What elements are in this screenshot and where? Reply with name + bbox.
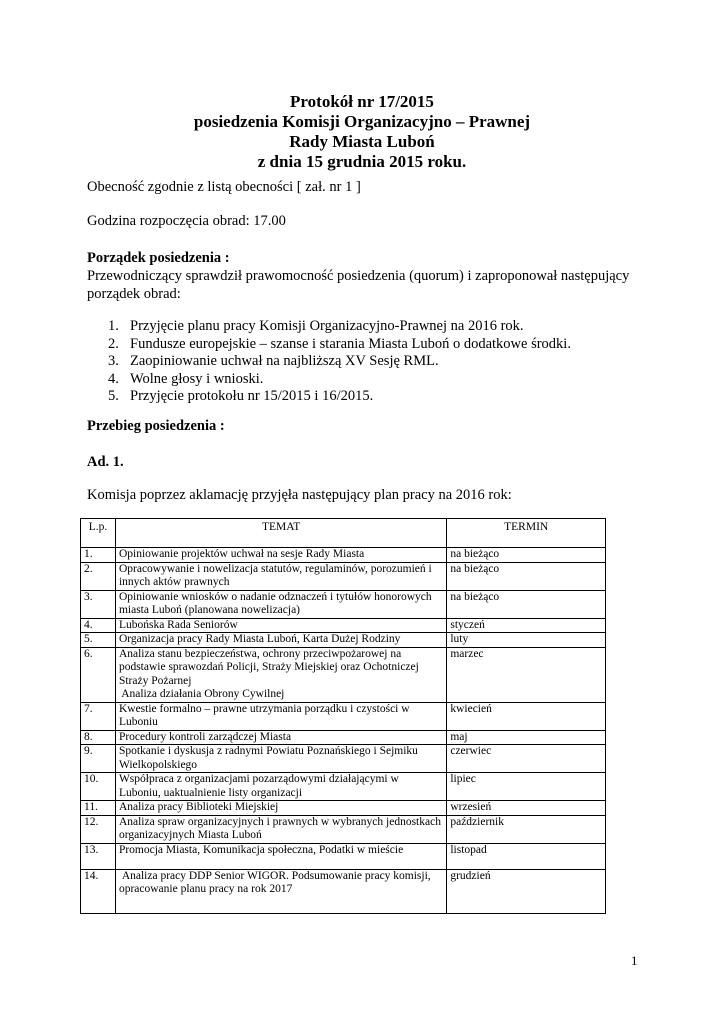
cell-term: na bieżąco (447, 562, 606, 590)
cell-lp: 1. (81, 548, 116, 563)
header-term: TERMIN (447, 519, 606, 548)
cell-topic: Opracowywanie i nowelizacja statutów, regulaminów, porozumień i innych aktów prawnych (115, 562, 446, 590)
work-plan-table (80, 518, 606, 914)
cell-lp: 6. (81, 647, 116, 702)
table-row (81, 647, 606, 702)
cell-topic: Procedury kontroli zarządczej Miasta (115, 730, 446, 745)
agenda-item: 3. Zaopiniowanie uchwał na najbliższą XV Sesję RML. (108, 353, 439, 369)
table-row (81, 815, 606, 843)
table-row (81, 843, 606, 869)
cell-term: listopad (447, 843, 606, 869)
cell-term: październik (447, 815, 606, 843)
cell-lp: 12. (81, 815, 116, 843)
cell-topic-line: Analiza stanu bezpieczeństwa, ochrony przeciwpożarowej na podstawie sprawozdań Policji, Straży Miejskiej oraz Ochotniczej Straży Pożarnej (118, 647, 419, 687)
ad1-heading: Ad. 1. (87, 454, 124, 470)
agenda-item: 1. Przyjęcie planu pracy Komisji Organizacyjno-Prawnej na 2016 rok. (108, 318, 524, 334)
document-title (0, 92, 724, 172)
cell-term: kwiecień (447, 702, 606, 730)
agenda-item: 2. Fundusze europejskie – szanse i starania Miasta Luboń o dodatkowe środki. (108, 335, 571, 352)
cell-topic-line: Analiza działania Obrony Cywilnej (118, 688, 285, 700)
table-row (81, 548, 606, 563)
cell-topic: Analiza pracy DDP Senior WIGOR. Podsumowanie pracy komisji, opracowanie planu pracy na rok 2017 (115, 869, 446, 913)
cell-term: luty (447, 633, 606, 648)
cell-topic: Opiniowanie wniosków o nadanie odznaczeń i tytułów honorowych miasta Luboń (planowana nowelizacja) (115, 590, 446, 618)
table-row (81, 730, 606, 745)
cell-topic: Opiniowanie projektów uchwał na sesje Rady Miasta (115, 548, 446, 563)
cell-topic: Spotkanie i dyskusja z radnymi Powiatu Poznańskiego i Sejmiku Wielkopolskiego (115, 745, 446, 773)
cell-topic: Lubońska Rada Seniorów (115, 618, 446, 633)
cell-term: maj (447, 730, 606, 745)
agenda-item: 5. Przyjęcie protokołu nr 15/2015 i 16/2015. (108, 388, 374, 404)
cell-term: na bieżąco (447, 548, 606, 563)
cell-term: na bieżąco (447, 590, 606, 618)
table-header-row (81, 519, 606, 548)
cell-lp: 9. (81, 745, 116, 773)
cell-topic: Analiza pracy Biblioteki Miejskiej (115, 801, 446, 816)
cell-lp: 13. (81, 843, 116, 869)
title-line-1: Protokół nr 17/2015 (290, 92, 434, 111)
table-row (81, 590, 606, 618)
table-row (81, 562, 606, 590)
cell-topic: Promocja Miasta, Komunikacja społeczna, Podatki w mieście (115, 843, 446, 869)
header-lp: L.p. (81, 519, 116, 548)
title-line-3: Rady Miasta Luboń (289, 132, 435, 151)
cell-term: wrzesień (447, 801, 606, 816)
cell-term: grudzień (447, 869, 606, 913)
cell-lp: 14. (81, 869, 116, 913)
table-row (81, 773, 606, 801)
cell-term: czerwiec (447, 745, 606, 773)
table-row (81, 618, 606, 633)
table-row (81, 869, 606, 913)
agenda-intro: Przewodniczący sprawdził prawomocność posiedzenia (quorum) i zaproponował następujący porządek obrad: (87, 268, 630, 302)
cell-topic: Organizacja pracy Rady Miasta Luboń, Karta Dużej Rodziny (115, 633, 446, 648)
cell-lp: 2. (81, 562, 116, 590)
proceedings-heading: Przebieg posiedzenia : (87, 418, 225, 434)
cell-topic (115, 647, 446, 702)
cell-lp: 8. (81, 730, 116, 745)
table-row (81, 745, 606, 773)
cell-lp: 7. (81, 702, 116, 730)
start-time: Godzina rozpoczęcia obrad: 17.00 (87, 213, 286, 229)
cell-term: lipiec (447, 773, 606, 801)
title-line-2: posiedzenia Komisji Organizacyjno – Prawnej (193, 112, 531, 131)
cell-term: styczeń (447, 618, 606, 633)
plan-intro: Komisja poprzez aklamację przyjęła następujący plan pracy na 2016 rok: (87, 487, 512, 503)
cell-term: marzec (447, 647, 606, 702)
page-number: 1 (631, 953, 638, 968)
table-row (81, 702, 606, 730)
cell-lp: 10. (81, 773, 116, 801)
agenda-item: 4. Wolne głosy i wnioski. (108, 370, 264, 387)
cell-lp: 11. (81, 801, 116, 816)
agenda-heading: Porządek posiedzenia : (87, 250, 230, 266)
title-line-4: z dnia 15 grudnia 2015 roku. (257, 152, 467, 171)
cell-lp: 3. (81, 590, 116, 618)
agenda-list (108, 318, 571, 406)
table-row (81, 801, 606, 816)
cell-topic: Analiza spraw organizacyjnych i prawnych w wybranych jednostkach organizacyjnych Miasta Luboń (115, 815, 446, 843)
cell-topic: Współpraca z organizacjami pozarządowymi działającymi w Luboniu, uaktualnienie listy organizacji (115, 773, 446, 801)
table-row (81, 633, 606, 648)
attendance-note: Obecność zgodnie z listą obecności [ zał. nr 1 ] (87, 179, 361, 195)
cell-lp: 4. (81, 618, 116, 633)
cell-topic: Kwestie formalno – prawne utrzymania porządku i czystości w Luboniu (115, 702, 446, 730)
cell-lp: 5. (81, 633, 116, 648)
header-topic: TEMAT (115, 519, 446, 548)
